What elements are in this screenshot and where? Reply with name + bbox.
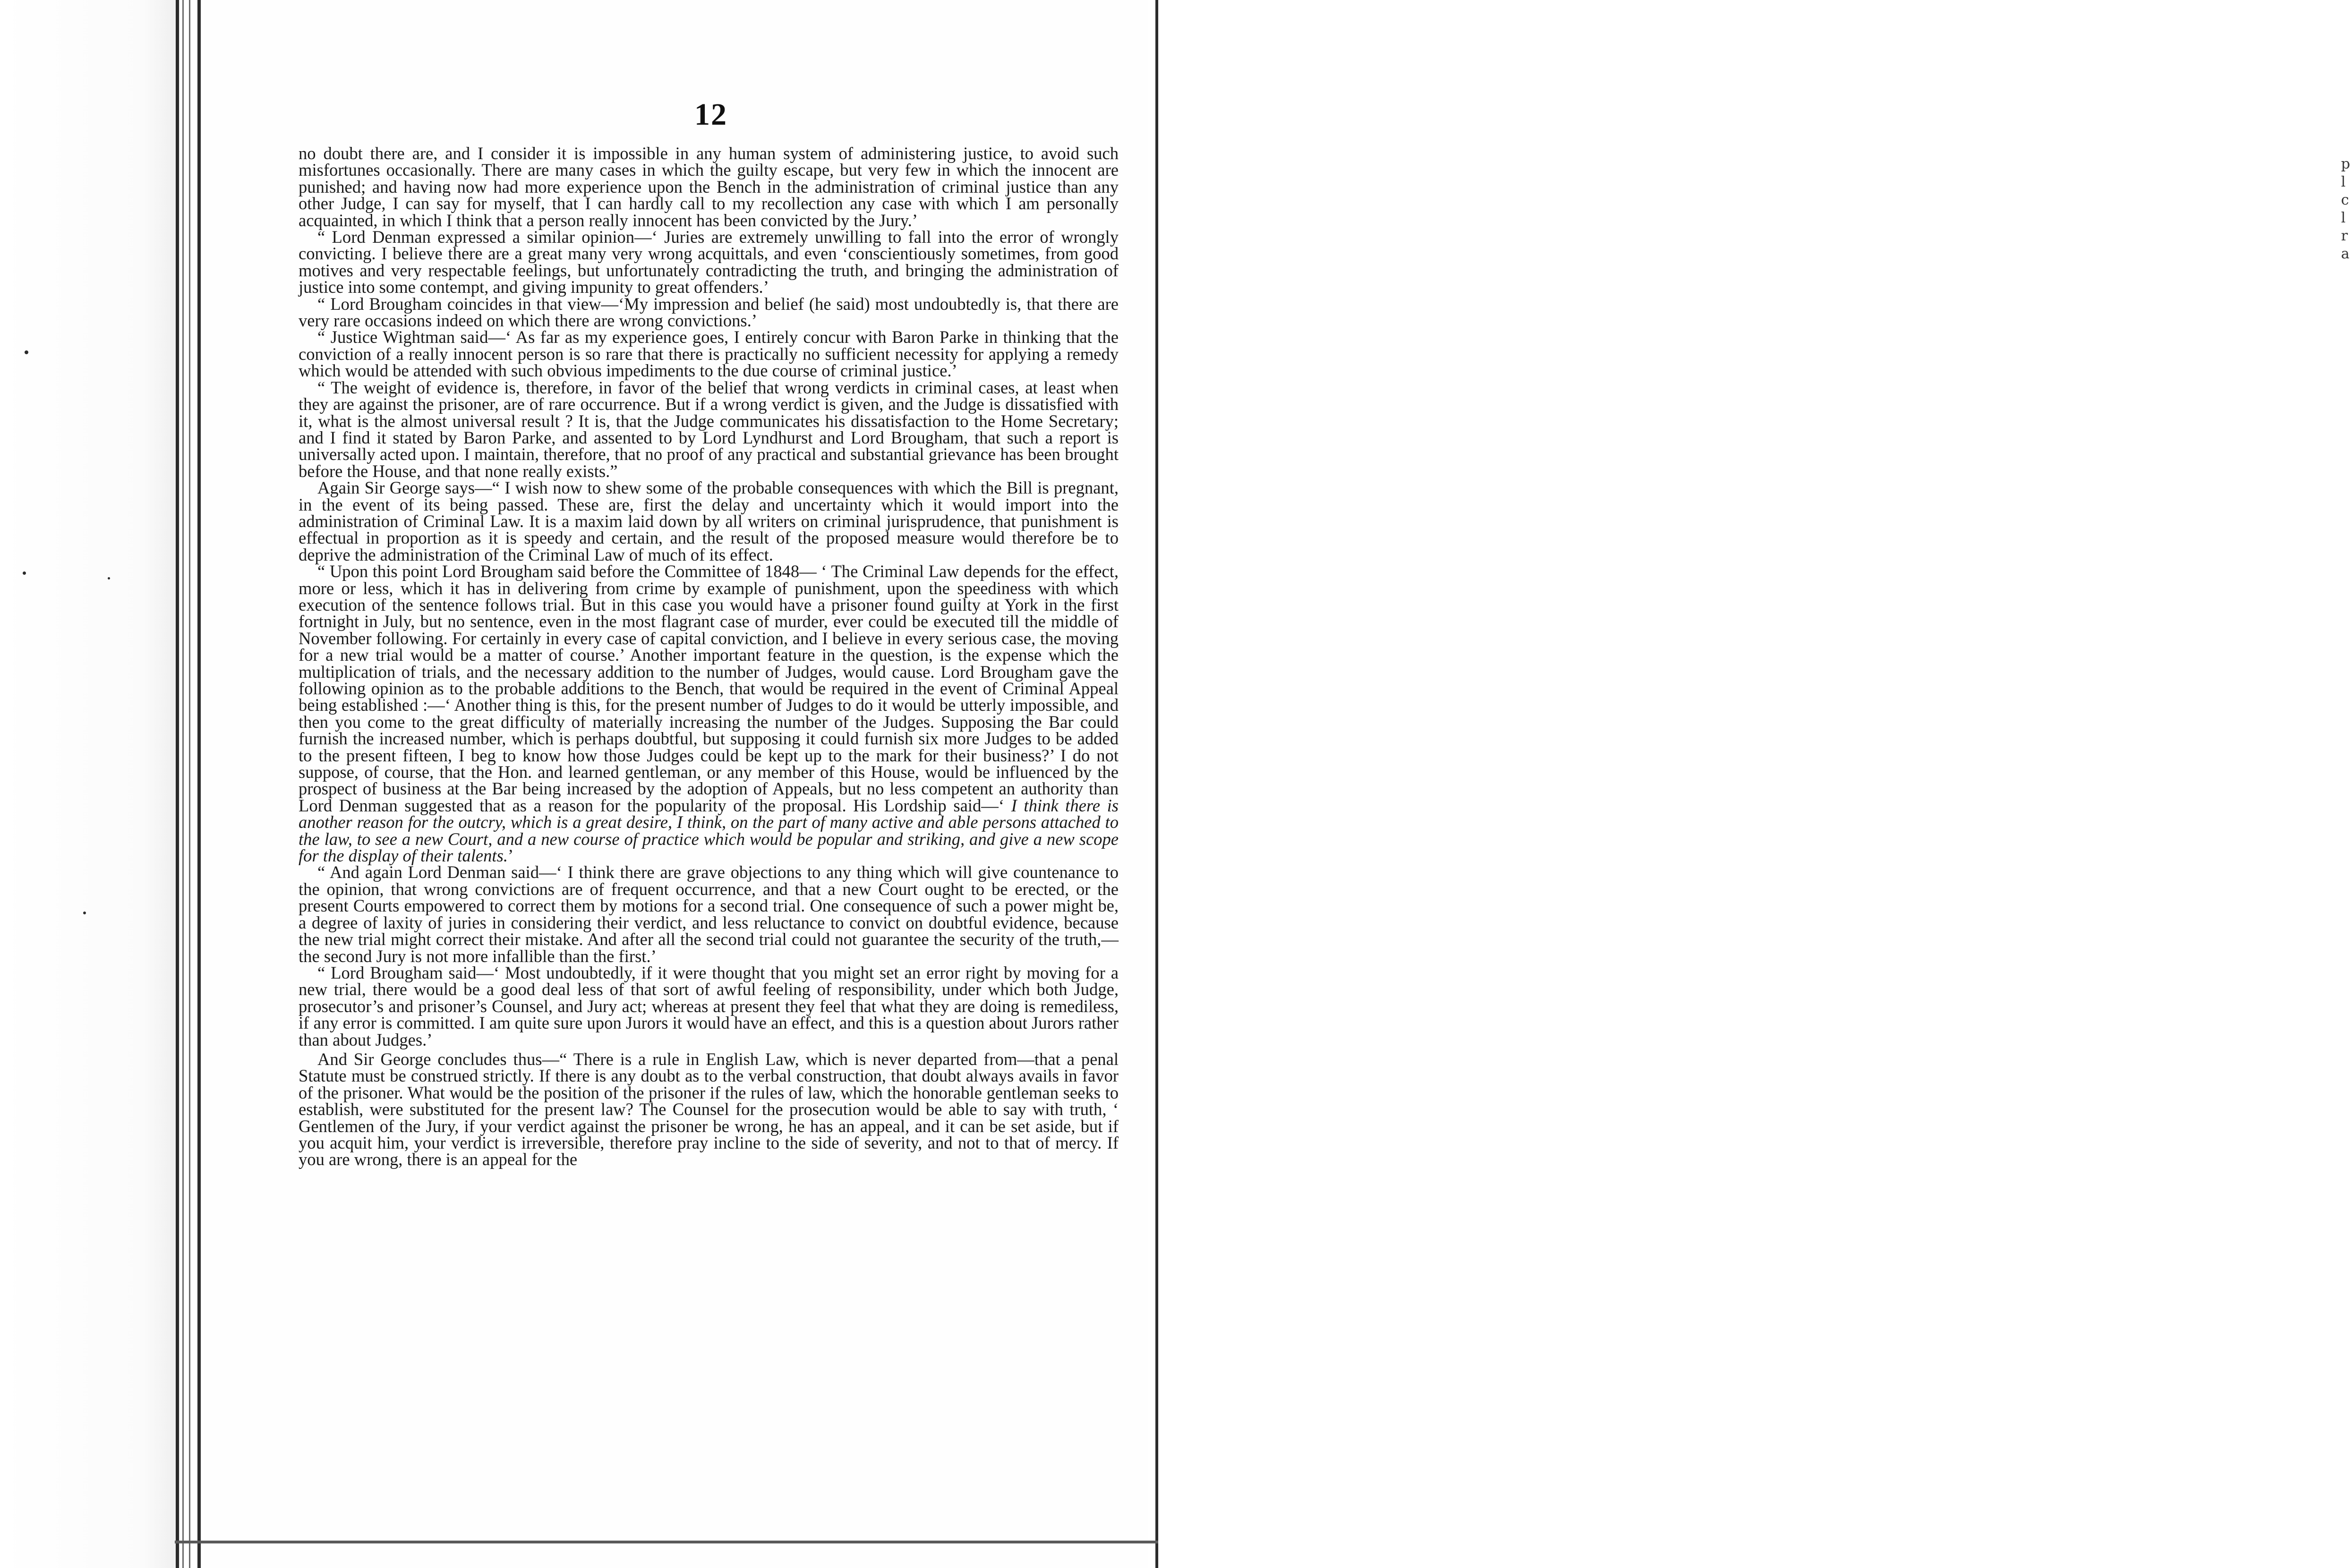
page-number: 12 — [694, 97, 727, 132]
scan-speck — [108, 577, 110, 579]
paragraph: Again Sir George says—“ I wish now to shew some of the probable consequences with which the Bill is pregnant, in the event of its being passed. These are, first the delay and uncertainty which it would import into the administration of Criminal Law. It is a maxim laid down by all writers on criminal jurisprudence, that punishment is effectual in proportion as it is speedy and certain, and the result of the proposed measure would therefore be to deprive the administration of the Criminal Law of much of its effect. — [299, 478, 1119, 564]
scan-speck — [83, 912, 86, 914]
page-bottom-rule — [175, 1541, 1162, 1543]
binding-edge-line — [189, 0, 190, 1568]
adjacent-page-letter: l — [2341, 174, 2346, 190]
binding-edge-line — [197, 0, 201, 1568]
adjacent-page-letter: a — [2341, 246, 2350, 262]
italic-quotation: I think there is another reason for the outcry, which is a great desire, I think, on the part of many active and able persons attached to the law, to see a new Court, and a new course of practice which would be popular and striking, and give a new scope for the display of their talents. — [299, 795, 1119, 866]
paragraph: “ The weight of evidence is, therefore, in favor of the belief that wrong verdicts in criminal cases, at least when they are against the prisoner, are of rare occurrence. But if a wrong verdict is given, and the Judge is dissatisfied with it, what is the almost universal result ? It is, that the Judge communicates his dissatisfaction to the Home Secretary; and I find it stated by Baron Parke, and assented to by Lord Lyndhurst and Lord Brougham, that such a report is universally acted upon. I maintain, therefore, that no proof of any practical and substantial grievance has been brought before the House, and that none really exists.” — [299, 377, 1119, 481]
paragraph — [299, 563, 1119, 864]
paragraph: And Sir George concludes thus—“ There is a rule in English Law, which is never departed from—that a penal Statute must be construed strictly. If there is any doubt as to the verbal construction, that doubt always avails in favor of the prisoner. What would be the position of the prisoner if the rules of law, which the honorable gentleman seeks to establish, were substituted for the present law? The Counsel for the prosecution would be able to say with truth, ‘ Gentlemen of the Jury, if your verdict against the prisoner be wrong, he has an appeal, and it can be set aside, but if you acquit him, your verdict is irreversible, therefore pray incline to the side of severity, and not to that of mercy. If you are wrong, there is an appeal for the — [299, 1049, 1119, 1169]
paragraph: “ Lord Denman expressed a similar opinion—‘ Juries are extremely unwilling to fall into the error of wrongly convicting. I believe there are a great many very wrong acquittals, and even ‘conscientiously sometimes, from good motives and very respectable feelings, but unfortunately contradicting the truth, and bringing the administration of justice into some contempt, and giving impunity to great offenders.’ — [299, 227, 1119, 297]
paragraph: “ Lord Brougham said—‘ Most undoubtedly, if it were thought that you might set an error right by moving for a new trial, there would be a good deal less of that sort of awful feeling of responsibility, under which both Judge, prosecutor’s and prisoner’s Counsel, and Jury act; whereas at present they feel that what they are doing is remediless, if any error is committed. I am quite sure upon Jurors it would have an effect, and this is a question about Jurors rather than about Judges.’ — [299, 963, 1119, 1049]
scan-margin-left — [0, 0, 179, 1568]
adjacent-page-letter: r — [2341, 228, 2348, 244]
paragraph: “ Lord Brougham coincides in that view—‘My impression and belief (he said) most undoubtedly is, that there are very rare occasions indeed on which there are wrong convictions.’ — [299, 294, 1119, 331]
adjacent-page-letter: l — [2341, 210, 2346, 226]
binding-edge-line — [182, 0, 184, 1568]
paragraph: “ And again Lord Denman said—‘ I think there are grave objections to any thing which will give countenance to the opinion, that wrong convictions are of frequent occurrence, and that a new Court ought to be erected, or the present Courts empowered to correct them by motions for a second trial. One consequence of such a power might be, a degree of laxity of juries in considering their verdict, and less reluctance to convict on doubtful evidence, because the new trial might correct their mistake. And after all the second trial could not guarantee the security of the truth,—the second Jury is not more infallible than the first.’ — [299, 862, 1119, 966]
paragraph: “ Justice Wightman said—‘ As far as my experience goes, I entirely concur with Baron Parke in thinking that the conviction of a really innocent person is so rare that there is practically no sufficient necessity for applying a remedy which would be attended with such obvious impediments to the due course of criminal justice.’ — [299, 327, 1119, 381]
scan-speck — [25, 350, 28, 354]
scan-speck — [23, 571, 26, 575]
adjacent-page-margin — [1158, 0, 2350, 1568]
paragraph-text: “ Upon this point Lord Brougham said before the Committee of 1848— ‘ The Criminal Law depends for the effect, more or less, which it has in delivering from crime by example of punishment, upon the speediness with which execution of the sentence follows trial. But in this case you would have a prisoner found guilty at York in the first fortnight in July, but no sentence, even in the most flagrant case of murder, ever could be executed till the middle of November following. For certainly in every case of capital conviction, and I believe in every serious case, the moving for a new trial would be a matter of course.’ Another important feature in the question, is the expense which the multiplication of trials, and the necessary addition to the number of Judges, would cause. Lord Brougham gave the following opinion as to the probable additions to the Bench, that would be required in the event of Criminal Appeal being established :—‘ Another thing is this, for the present number of Judges to do it would be utterly impossible, and then you come to the great difficulty of materially increasing the number of the Judges. Supposing the Bar could furnish the increased number, which is perhaps doubtful, but supposing it could furnish six more Judges to be added to the present fifteen, I beg to know how those Judges could be kept up to the mark for their business?’ I do not suppose, of course, that the Hon. and learned gentleman, or any member of this House, would be influenced by the prospect of business at the Bar being increased by the adoption of Appeals, but no less competent an authority than Lord Denman suggested that as a reason for the popularity of the proposal. His Lordship said—‘ — [299, 562, 1119, 815]
binding-edge-line — [176, 0, 179, 1568]
body-text — [299, 145, 1119, 1168]
adjacent-page-letter: c — [2341, 192, 2349, 208]
adjacent-page-letter: p — [2341, 156, 2350, 172]
paragraph: no doubt there are, and I consider it is impossible in any human system of administering justice, to avoid such misfortunes occasionally. There are many cases in which the guilty escape, but very few in which the innocent are punished; and having now had more experience upon the Bench in the administration of criminal justice than any other Judge, I can say for myself, that I can hardly call to my recollection any case with which I am personally acquainted, in which I think that a person really innocent has been convicted by the Jury.’ — [299, 144, 1119, 230]
closing-quote: ’ — [507, 846, 514, 866]
